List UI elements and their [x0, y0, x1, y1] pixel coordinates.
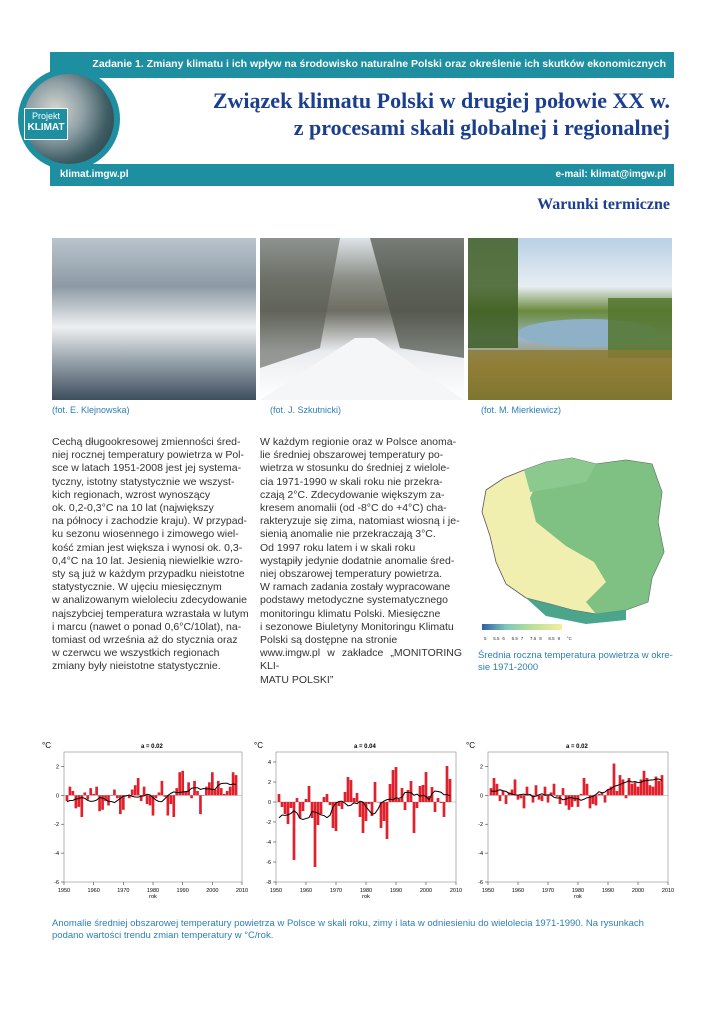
x-tick-label: 2010	[661, 888, 674, 894]
anomaly-bar	[83, 792, 86, 795]
body-text-column-2: W każdym regionie oraz w Polsce anoma- lie średniej obszarowej temperatury po- wietrza w stosunku do średniej z wielole- cia 1971-1990 w skali roku nie przekra- czają 2°C. Zdecydowanie większym za- kresem anomalii (od -8°C do +4°C) cha- rakteryzuje się zima, natomiast wiosną i je- sienią anomalie nie przekraczają 3°C. Od 1997 roku latem i w skali roku wystąpiły jedynie dodatnie anomalie śred- niej obszarowej temperatury powietrza. W ramach zadania zostały wypracowane podstawy metodyczne systematycznego monitoringu klimatu Polski. Miesięczne i sezonowe Biuletyny Monitoringu Klimatu Polski są dostępne na stronie www.imgw.pl w zakładce „MONITORING KLI- MATU POLSKI”	[260, 436, 462, 686]
plot-frame	[64, 752, 242, 882]
anomaly-bar	[410, 781, 413, 802]
x-tick-label: 1960	[299, 888, 313, 894]
anomaly-bar	[535, 785, 538, 795]
y-tick-label: 4	[267, 760, 271, 766]
anomaly-bar	[517, 795, 520, 799]
photo-credit-1: (fot. E. Klejnowska)	[52, 405, 130, 415]
photo-credit-2: (fot. J. Szkutnicki)	[270, 405, 342, 415]
anomaly-bar	[586, 784, 589, 796]
anomaly-bar	[92, 794, 95, 795]
y-tick-label: -4	[54, 851, 59, 858]
anomaly-bar	[190, 795, 193, 798]
site-link[interactable]: klimat.imgw.pl	[60, 169, 129, 180]
anomaly-bar	[580, 794, 583, 795]
x-tick-label: 2010	[235, 888, 248, 894]
trend-annotation: a = 0.02	[141, 744, 163, 750]
anomaly-bar	[302, 802, 305, 811]
anomaly-bar	[404, 802, 407, 810]
anomaly-bar	[652, 787, 655, 796]
map-legend-label: 7.5	[530, 636, 537, 641]
y-tick-label: 0	[479, 793, 483, 800]
anomaly-bar	[113, 790, 116, 796]
map-legend-label: 8.5	[548, 636, 555, 641]
anomaly-bar	[631, 784, 634, 796]
x-tick-label: 2000	[419, 888, 433, 894]
anomaly-bar	[419, 786, 422, 802]
y-tick-label: 0	[267, 800, 271, 806]
anomaly-bar	[211, 772, 214, 795]
x-tick-label: 1980	[359, 888, 373, 894]
anomaly-bar	[80, 795, 83, 817]
anomaly-bar	[323, 797, 326, 802]
anomaly-bar	[392, 770, 395, 802]
x-tick-label: 1990	[601, 888, 615, 894]
logo-line1: Projekt	[31, 111, 60, 121]
anomaly-bar	[598, 794, 601, 795]
anomaly-bar	[196, 791, 199, 795]
anomaly-bar	[616, 791, 619, 795]
x-tick-label: 1970	[117, 888, 130, 894]
anomaly-bar	[335, 802, 338, 831]
x-tick-label: 1990	[176, 888, 189, 894]
y-tick-label: 2	[267, 780, 271, 786]
page-title-line2: z procesami skali globalnej i regionalnej	[293, 115, 670, 140]
y-tick-label: -4	[478, 851, 483, 858]
x-tick-label: 1990	[389, 888, 403, 894]
map-legend-label: 5.5	[493, 636, 500, 641]
anomaly-bar	[350, 780, 353, 802]
anomaly-bar	[565, 795, 568, 805]
anomaly-bar	[137, 778, 140, 795]
task-line: Zadanie 1. Zmiany klimatu i ich wpływ na środowisko naturalne Polski oraz określenie ich skutków ekonomicznych	[92, 58, 666, 70]
anomaly-bar	[398, 799, 401, 802]
anomaly-bar	[356, 793, 359, 802]
x-tick-label: 1960	[87, 888, 100, 894]
y-tick-label: 0	[55, 793, 59, 800]
anomaly-bar	[407, 790, 410, 802]
map-legend-label: 7	[520, 636, 524, 641]
map-legend-label: °C	[566, 636, 572, 641]
map-legend-label: 6	[502, 636, 505, 641]
logo-badge	[24, 108, 68, 140]
anomaly-bar	[305, 799, 308, 802]
anomaly-bar	[164, 795, 167, 796]
anomaly-bar	[217, 781, 220, 795]
map-legend-bar	[482, 624, 562, 630]
temperature-map	[476, 452, 672, 644]
anomaly-bar	[362, 802, 365, 833]
x-tick-label: 2010	[449, 888, 462, 894]
anomaly-bar	[562, 788, 565, 795]
anomaly-bar	[422, 785, 425, 802]
anomaly-bar	[571, 795, 574, 807]
anomaly-bar	[278, 794, 281, 802]
anomaly-bar	[149, 795, 152, 805]
anomaly-bar	[541, 795, 544, 801]
anomaly-bar	[553, 784, 556, 796]
anomaly-bar	[547, 795, 550, 802]
y-tick-label: -8	[266, 880, 271, 886]
photo-snowy-forest	[260, 238, 464, 400]
anomaly-bar	[134, 785, 137, 795]
contact-banner	[50, 164, 674, 186]
anomaly-bar	[226, 791, 229, 795]
x-tick-label: 1970	[329, 888, 343, 894]
x-tick-label: 1980	[571, 888, 585, 894]
x-tick-label: 1950	[269, 888, 283, 894]
y-tick-label: 2	[55, 764, 59, 771]
anomaly-bar	[172, 795, 175, 817]
anomaly-bar	[595, 795, 598, 805]
charts-caption: Anomalie średniej obszarowej temperatury powietrza w Polsce w skali roku, zimy i lata w odniesieniu do wielolecia 1971-1990. Na rysunkach podano wartości trendu zmian temperatury w °C/rok.	[52, 918, 644, 941]
anomaly-bar	[499, 795, 502, 801]
anomaly-bar	[583, 778, 586, 795]
lake-shapes	[468, 238, 672, 400]
anomaly-bar	[166, 795, 169, 815]
anomaly-bar	[72, 791, 75, 795]
x-tick-label: rok	[574, 894, 582, 900]
anomaly-bar	[446, 766, 449, 802]
anomaly-bar	[205, 787, 208, 796]
smoothed-trend-line	[67, 783, 236, 802]
anomaly-bar	[341, 802, 344, 809]
x-tick-label: 1950	[481, 888, 495, 894]
photo-storm-clouds	[52, 238, 256, 400]
anomaly-bar	[95, 787, 98, 796]
y-axis-label: °C	[42, 741, 51, 750]
anomaly-bar	[490, 788, 493, 795]
logo-line2: KLIMAT	[27, 122, 65, 133]
anomaly-bar	[75, 795, 78, 808]
anomaly-bar	[383, 802, 386, 821]
anomaly-bar	[613, 764, 616, 796]
anomaly-bar	[290, 802, 293, 808]
anomaly-bar	[413, 802, 416, 833]
anomaly-bar	[311, 802, 314, 818]
task-banner	[50, 52, 674, 78]
anomaly-bar	[523, 795, 526, 808]
y-tick-label: -2	[478, 822, 483, 829]
anomaly-bar	[235, 775, 238, 795]
anomaly-bar	[131, 790, 134, 796]
y-axis-label: °C	[254, 741, 263, 750]
anomaly-bar	[661, 775, 664, 795]
anomaly-bar	[374, 782, 377, 802]
anomaly-bar	[158, 792, 161, 795]
anomaly-bar	[637, 787, 640, 796]
anomaly-bar	[86, 795, 89, 799]
anomaly-bar	[77, 795, 80, 807]
anomaly-bar	[556, 795, 559, 796]
anomaly-bar	[299, 802, 302, 818]
anomaly-bar	[368, 802, 371, 804]
anomaly-bar	[386, 802, 389, 839]
x-tick-label: 1960	[511, 888, 525, 894]
map-legend-label: 9	[557, 636, 561, 641]
photo-summer-lake	[468, 238, 672, 400]
anomaly-bar	[287, 802, 290, 824]
map-legend-label: 6.5	[511, 636, 518, 641]
anomaly-bar	[502, 791, 505, 795]
anomaly-bar	[338, 802, 341, 806]
anomaly-bar	[443, 802, 446, 817]
anomaly-bar	[577, 795, 580, 807]
x-tick-label: 1950	[57, 888, 71, 894]
anomaly-bar	[359, 802, 362, 817]
map-legend-label: 5	[484, 636, 487, 641]
anomaly-bar	[161, 781, 164, 795]
anomaly-bar	[143, 787, 146, 796]
y-axis-label: °C	[466, 741, 475, 750]
anomaly-bar	[544, 787, 547, 796]
anomaly-bar	[395, 767, 398, 802]
anomaly-bar	[175, 788, 178, 795]
y-tick-label: -6	[266, 860, 271, 866]
anomaly-bar	[308, 786, 311, 802]
anomaly-bar	[514, 779, 517, 795]
anomaly-bar	[214, 790, 217, 796]
anomaly-bar	[505, 795, 508, 804]
anomaly-bar	[437, 798, 440, 802]
anomaly-bar	[89, 788, 92, 795]
anomaly-bar	[169, 795, 172, 804]
x-tick-label: 2000	[631, 888, 645, 894]
anomaly-bar	[329, 802, 332, 805]
snowy-forest-shapes	[260, 238, 464, 400]
x-tick-label: rok	[362, 894, 370, 900]
anomaly-bar	[658, 781, 661, 795]
anomaly-bar	[434, 802, 437, 812]
x-tick-label: rok	[149, 894, 157, 900]
anomaly-bar	[643, 771, 646, 796]
anomaly-bar	[326, 794, 329, 802]
anomaly-bar	[353, 798, 356, 802]
chart-winter	[250, 734, 462, 902]
anomaly-bar	[622, 779, 625, 795]
anomaly-bar	[281, 802, 284, 807]
anomaly-bar	[538, 795, 541, 799]
anomaly-bar	[116, 795, 119, 798]
anomaly-bar	[220, 788, 223, 795]
map-legend-labels	[484, 636, 573, 641]
anomaly-bar	[146, 795, 149, 804]
anomaly-bar	[296, 798, 299, 802]
anomaly-bar	[66, 795, 69, 801]
x-tick-label: 1970	[541, 888, 555, 894]
photo-credit-3: (fot. M. Mierkiewicz)	[481, 405, 562, 415]
section-heading: Warunki termiczne	[537, 196, 670, 213]
page-title-line1: Związek klimatu Polski w drugiej połowie XX w.	[212, 88, 670, 113]
y-tick-label: -6	[54, 880, 59, 886]
anomaly-bar	[69, 787, 72, 796]
anomaly-bar	[493, 778, 496, 795]
anomaly-bar	[559, 795, 562, 804]
trend-annotation: a = 0.02	[566, 744, 588, 750]
y-tick-label: -2	[266, 820, 271, 826]
map-legend-label: 8	[539, 636, 542, 641]
anomaly-bar	[344, 792, 347, 802]
smoothed-trend-line	[279, 791, 450, 819]
anomaly-bar	[440, 802, 443, 803]
x-tick-label: 1980	[146, 888, 160, 894]
projekt-klimat-logo	[18, 68, 120, 170]
anomaly-bar	[649, 785, 652, 795]
anomaly-bar	[199, 795, 202, 814]
anomaly-bar	[449, 779, 452, 802]
anomaly-bar	[604, 795, 607, 802]
y-tick-label: -2	[54, 822, 59, 829]
anomaly-bar	[320, 802, 323, 814]
y-tick-label: -4	[266, 840, 271, 846]
chart-annual	[38, 734, 248, 902]
anomaly-bar	[520, 795, 523, 798]
anomaly-bar	[284, 802, 287, 814]
anomaly-bar	[625, 795, 628, 798]
anomaly-bar	[229, 787, 232, 796]
anomaly-bar	[187, 782, 190, 795]
body-text-column-1: Cechą długookresowej zmienności śred- niej rocznej temperatury powietrza w Pol- sce w latach 1951-2008 jest jej systema- tyczny, istotny statystycznie we wszyst- kich regionach, wzrost wynoszący ok. 0,2-0,3°C na 10 lat (największy na północy i zachodzie kraju). W przypad- ku sezonu wiosennego i zimowego wiel- kość zmian jest większa i wynosi ok. 0,3- 0,4°C na 10 lat. Jesienią niewielkie wzro- sty są już w każdym przypadku nieistotne statystycznie. W ujęciu miesięcznym w analizowanym wieloleciu zdecydowanie najszybciej temperatura wzrastała w lutym i marcu (nawet o ponad 0,6°C/10lat), na- tomiast od września aż do stycznia oraz w czerwcu we wszystkich regionach zmiany były nieistotne statystycznie.	[52, 436, 249, 673]
chart-summer	[462, 734, 674, 902]
anomaly-bar	[347, 777, 350, 802]
map-caption: Średnia roczna temperatura powietrza w okre- sie 1971-2000	[478, 650, 673, 673]
anomaly-bar	[416, 802, 419, 808]
trend-annotation: a = 0.04	[354, 744, 376, 750]
anomaly-bar	[526, 787, 529, 796]
x-tick-label: 2000	[206, 888, 219, 894]
anomaly-bar	[223, 794, 226, 795]
anomaly-bar	[155, 795, 158, 798]
anomaly-bar	[634, 782, 637, 795]
plot-frame	[488, 752, 668, 882]
y-tick-label: 2	[479, 764, 483, 771]
y-tick-label: -6	[478, 880, 483, 886]
anomaly-bar	[496, 784, 499, 796]
email-link[interactable]: e-mail: klimat@imgw.pl	[555, 169, 666, 180]
